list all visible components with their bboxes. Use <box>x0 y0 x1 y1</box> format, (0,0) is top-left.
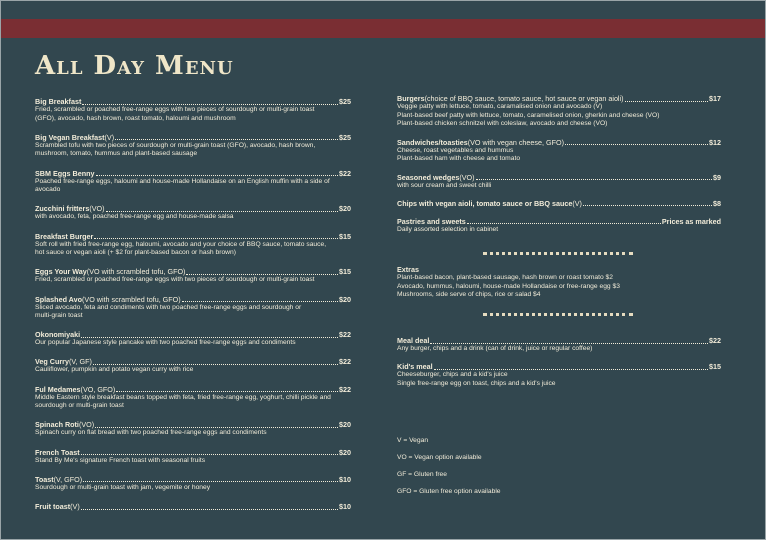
legend-gluten-free-option: GFO = Gluten free option available <box>397 488 501 495</box>
menu-item-name: Spinach Roti <box>35 420 79 430</box>
menu-item-description: Fried, scrambled or poached free-range eggs with two pieces of sourdough or multi-grain toast <box>35 106 315 113</box>
dot-leader <box>94 238 338 239</box>
menu-item-price: $12 <box>709 137 721 147</box>
menu-item-header <box>35 232 351 241</box>
menu-item-description: Plant-based beef patty with lettuce, tomato, caramelised onion, gherkin and cheese (VO) <box>397 111 660 119</box>
menu-item <box>35 448 351 466</box>
menu-item-header <box>35 357 351 366</box>
menu-item-qualifier: (V, GF) <box>68 357 92 367</box>
menu-item <box>35 267 351 285</box>
menu-item-description: sourdough or multi-grain toast <box>35 402 124 410</box>
menu-item-description: hot sauce or vegan aioli (+ $2 for plant-based bacon or hash brown) <box>35 249 236 257</box>
menu-item <box>35 232 351 258</box>
menu-item-qualifier: (V) <box>70 502 80 511</box>
menu-item-header <box>35 502 351 511</box>
menu-item-qualifier: (V) <box>572 198 582 208</box>
menu-item-header <box>397 138 721 147</box>
menu-item-description: (GFO), avocado, hash brown, roast tomato, haloumi and mushroom <box>35 114 236 122</box>
menu-item <box>397 199 721 208</box>
menu-item-description: Sourdough or multi-grain toast with jam, vegemite or honey <box>35 483 211 491</box>
menu-item-header <box>35 330 351 339</box>
menu-item-qualifier: (choice of BBQ sauce, tomato sauce, hot sauce or vegan aioli) <box>424 94 624 103</box>
menu-item-header <box>35 133 351 142</box>
menu-item-description: Veggie patty with lettuce, tomato, caramalised onion and avocado (V) <box>397 103 603 110</box>
dot-leader <box>93 364 338 365</box>
menu-item-price: $9 <box>713 172 721 182</box>
dot-leader <box>182 301 338 302</box>
divider-top <box>483 252 633 256</box>
menu-item-header <box>35 475 351 484</box>
menu-item-qualifier: (VO, GFO) <box>80 384 116 394</box>
menu-title: All Day Menu <box>35 51 234 81</box>
menu-item-name: Burgers <box>397 94 425 103</box>
menu-item <box>35 420 351 438</box>
menu-item-qualifier: (VO) <box>89 204 105 214</box>
menu-item-description: Plant-based ham with cheese and tomato <box>397 155 521 163</box>
menu-item-description: Soft roll with fried free-range egg, haloumi, avocado and your choice of BBQ sauce, tomato sauce, <box>35 240 327 248</box>
menu-item-name: Meal deal <box>397 336 430 345</box>
menu-item <box>397 362 721 388</box>
dot-leader <box>96 175 338 176</box>
menu-item-price: $15 <box>339 231 351 241</box>
menu-item-qualifier: (VO with vegan cheese, GFO) <box>467 137 564 147</box>
menu-item-header <box>35 385 351 394</box>
menu-item-header <box>35 420 351 429</box>
extras-line: Avocado, hummus, haloumi, house-made Hollandaise or free-range egg $3 <box>397 282 620 290</box>
menu-item-description: Any burger, chips and a drink (can of drink, juice or regular coffee) <box>397 345 593 352</box>
menu-item-price: $25 <box>339 97 351 106</box>
menu-item-name: Ful Medames <box>35 384 81 394</box>
dot-leader <box>95 427 338 428</box>
menu-item-description: Middle Eastern style breakfast beans topped with feta, fried free-range egg, yoghurt, chilli pickle and <box>35 393 331 401</box>
menu-item-name: Kid's meal <box>397 362 433 372</box>
menu-item-description: Our popular Japanese style pancake with two poached free-range eggs and condiments <box>35 339 296 347</box>
dot-leader <box>81 509 338 510</box>
menu-item-price: $20 <box>339 420 351 430</box>
menu-item-price: $22 <box>339 168 351 178</box>
menu-item-name: Splashed Avo <box>35 294 82 304</box>
menu-item-header <box>35 267 351 276</box>
menu-item-price: $22 <box>339 384 351 394</box>
menu-item-description: with sour cream and sweet chilli <box>397 181 492 189</box>
dot-leader <box>430 343 708 344</box>
menu-item-description: Daily assorted selection in cabinet <box>397 225 499 233</box>
menu-item <box>35 475 351 493</box>
dot-leader <box>81 337 338 338</box>
menu-item-description: Single free-range egg on toast, chips and a kid's juice <box>397 379 556 387</box>
menu-item-name: Big Breakfast <box>35 97 82 106</box>
menu-item-qualifier: (VO) <box>459 172 475 182</box>
menu-item-description: Poached free-range eggs, haloumi and house-made Hollandaise on an English muffin with a side of <box>35 177 330 185</box>
menu-item-name: Fruit toast <box>35 502 71 511</box>
menu-item-header <box>397 199 721 208</box>
dot-leader <box>434 369 708 370</box>
dot-leader <box>583 205 712 206</box>
menu-item <box>35 97 351 123</box>
menu-item <box>35 385 351 411</box>
menu-item-price: $20 <box>339 294 351 304</box>
menu-item-price: $10 <box>339 474 351 484</box>
menu-item-price: $22 <box>339 330 351 340</box>
menu-item-price: $22 <box>709 336 721 345</box>
dot-leader <box>476 179 713 180</box>
menu-item-price: $15 <box>709 362 721 372</box>
right-column <box>397 94 721 234</box>
dot-leader <box>82 104 338 105</box>
menu-item-price: $10 <box>339 502 351 511</box>
dot-leader <box>83 481 338 482</box>
menu-item <box>35 502 351 511</box>
menu-item-header <box>397 173 721 182</box>
menu-item-price: $22 <box>339 357 351 367</box>
menu-item-description: with avocado, feta, poached free-range egg and house-made salsa <box>35 213 234 221</box>
menu-item-description: Cheeseburger, chips and a kid's juice <box>397 371 508 379</box>
menu-item <box>35 169 351 195</box>
deals-section <box>397 336 721 389</box>
menu-item <box>35 204 351 222</box>
menu-item-description: Scrambled tofu with two pieces of sourdough or multi-grain toast (GFO), avocado, hash brown, <box>35 141 316 149</box>
menu-item <box>397 94 721 129</box>
menu-item <box>397 138 721 164</box>
menu-item-description: Stand By Me's signature French toast with seasonal fruits <box>35 456 206 464</box>
menu-item-description: Cheese, roast vegetables and hummus <box>397 146 514 154</box>
dot-leader <box>106 211 339 212</box>
top-color-band <box>1 19 765 38</box>
menu-item-name: Veg Curry <box>35 357 69 367</box>
extras-section <box>397 265 721 300</box>
menu-item-name: Pastries and sweets <box>397 216 466 226</box>
menu-item-price: $20 <box>339 447 351 457</box>
legend-gluten-free: GF = Gluten free <box>397 471 447 478</box>
menu-item-header <box>35 204 351 213</box>
menu-item-description: multi-grain toast <box>35 312 83 320</box>
menu-item <box>35 330 351 348</box>
extras-line: Plant-based bacon, plant-based sausage, hash brown or roast tomato $2 <box>397 274 613 281</box>
menu-item-qualifier: (V) <box>104 132 115 142</box>
menu-item-header <box>35 448 351 457</box>
dot-leader <box>565 144 708 145</box>
menu-item-name: Eggs Your Way <box>35 267 87 277</box>
menu-item <box>397 336 721 354</box>
menu-item-header <box>35 295 351 304</box>
menu-item <box>35 133 351 159</box>
menu-item-qualifier: (V, GFO) <box>53 474 83 484</box>
menu-item-header <box>397 362 721 371</box>
extras-line: Mushrooms, side serve of chips, rice or salad $4 <box>397 291 541 299</box>
menu-item-name: Breakfast Burger <box>35 231 94 241</box>
menu-item-price: $20 <box>339 204 351 214</box>
menu-item-description: Plant-based chicken schnitzel with coleslaw, avocado and cheese (VO) <box>397 120 608 128</box>
menu-item-qualifier: (VO with scrambled tofu, GFO) <box>82 294 181 304</box>
menu-item-name: Sandwiches/toasties <box>397 137 468 147</box>
menu-item-name: French Toast <box>35 447 80 457</box>
menu-item-price: $15 <box>339 267 351 277</box>
legend-vegan-option: VO = Vegan option available <box>397 454 482 461</box>
menu-item <box>397 217 721 235</box>
menu-item-header <box>397 336 721 345</box>
menu-item-description: Fried, scrambled or poached free-range eggs with two pieces of sourdough or multi-grain toast <box>35 276 315 284</box>
menu-item-description: mushroom, tomato, hummus and plant-based sausage <box>35 150 198 158</box>
menu-item <box>35 295 351 321</box>
dot-leader <box>467 223 661 224</box>
dot-leader <box>625 101 708 102</box>
dot-leader <box>116 391 338 392</box>
menu-item-price: $17 <box>709 94 721 103</box>
menu-item-name: Okonomiyaki <box>35 330 81 340</box>
divider-bottom <box>483 313 633 317</box>
left-column <box>35 97 351 511</box>
legend-vegan: V = Vegan <box>397 437 429 444</box>
menu-item-header <box>397 94 721 103</box>
dot-leader <box>115 139 338 140</box>
menu-item-header <box>35 169 351 178</box>
dot-leader <box>186 274 338 275</box>
menu-item-name: Seasoned wedges <box>397 172 460 182</box>
menu-item-description: avocado <box>35 186 61 194</box>
menu-item-header <box>397 217 721 226</box>
dot-leader <box>81 454 338 455</box>
menu-item-qualifier: (VO) <box>78 420 95 430</box>
extras-title: Extras <box>397 265 419 274</box>
menu-item-description: Spinach curry on flat bread with two poached free-range eggs and condiments <box>35 429 267 437</box>
menu-item-price: $25 <box>339 132 351 142</box>
menu-item-price: Prices as marked <box>661 216 721 226</box>
menu-item-description: Sliced avocado, feta and condiments with two poached free-range eggs and sourdough or <box>35 303 302 311</box>
menu-item-name: Toast <box>35 474 54 484</box>
menu-item-name: Big Vegan Breakfast <box>35 132 105 142</box>
menu-item <box>35 357 351 375</box>
menu-item-header <box>35 97 351 106</box>
menu-item-name: Chips with vegan aioli, tomato sauce or BBQ sauce <box>397 198 573 208</box>
menu-item-description: Cauliflower, pumpkin and potato vegan curry with rice <box>35 366 194 374</box>
menu-item <box>397 173 721 191</box>
menu-item-name: SBM Eggs Benny <box>35 168 95 178</box>
menu-item-name: Zucchini fritters <box>35 204 90 214</box>
menu-item-price: $8 <box>713 198 721 208</box>
menu-item-qualifier: (VO with scrambled tofu, GFO) <box>86 267 186 277</box>
